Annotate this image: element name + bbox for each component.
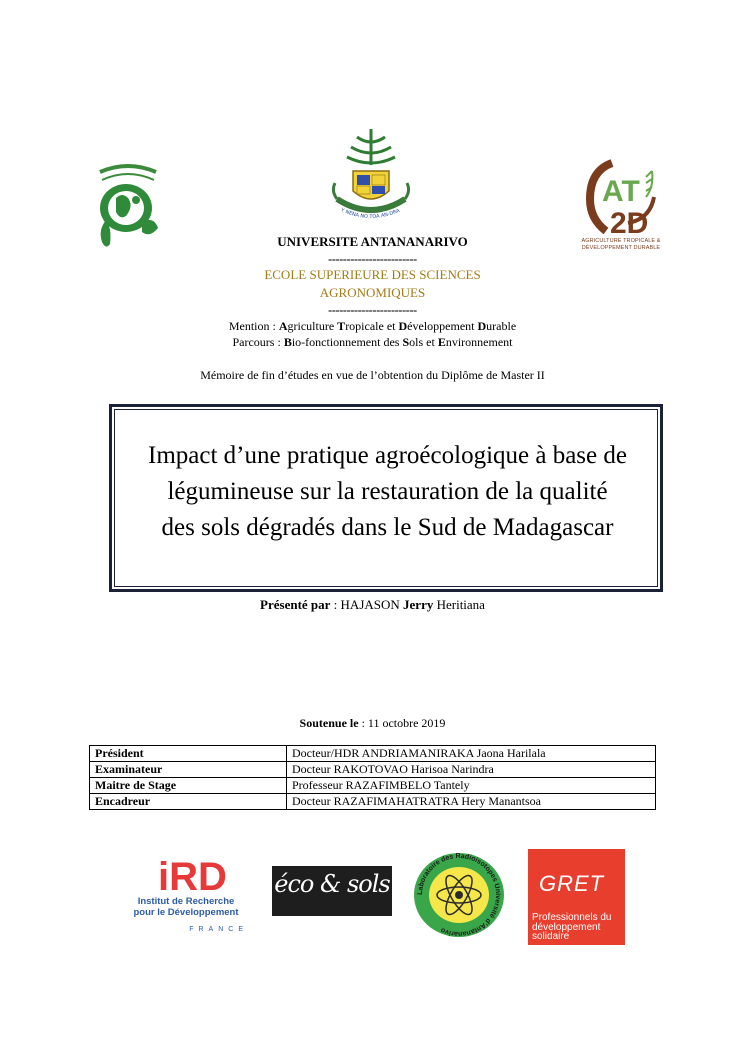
at-mark-digit: 2D (610, 207, 649, 240)
thesis-title-line3: des sols dégradés dans le Sud de Madagascar (161, 514, 614, 541)
author-label: Présenté par (260, 597, 331, 612)
laboratoire-radioisotopes-logo (412, 852, 507, 938)
parcours-line (130, 335, 615, 350)
jury-name: Docteur RAKOTOVAO Harisoa Narindra (287, 762, 656, 778)
jury-name: Docteur/HDR ANDRIAMANIRAKA Jaona Harilala (287, 746, 656, 762)
school-initial-d: D (391, 267, 401, 282)
thesis-title-line2: légumineuse sur la restauration de la qualité (167, 478, 608, 505)
school-part: GRONOMIQUES (329, 285, 426, 300)
mention-part: éveloppement (407, 319, 478, 333)
university-coat-of-arms-logo (327, 125, 415, 227)
parcours-initial: B (283, 335, 292, 349)
gret-wordmark: GRET (539, 871, 605, 896)
at2d-caption-line1: AGRICULTURE TROPICALE & (581, 238, 661, 244)
parcours-part: ols et (409, 335, 438, 349)
parcours-part: io-fonctionnement des (291, 335, 403, 349)
jury-role: Président (90, 746, 287, 762)
ird-country: FRANCE (189, 926, 248, 933)
mention-part: griculture (287, 319, 338, 333)
school-initial-s2: S (419, 267, 427, 282)
thesis-title (115, 438, 660, 546)
jury-role: Maitre de Stage (90, 778, 287, 794)
jury-table (89, 745, 656, 810)
school-initial-a: A (319, 285, 330, 300)
author-middle-name: Heritiana (433, 597, 485, 612)
mention-line (130, 319, 615, 334)
table-row (90, 746, 656, 762)
mention-initial: D (398, 319, 408, 333)
parcours-label: Parcours : (232, 335, 284, 349)
parcours-initial: E (437, 335, 446, 349)
parcours-initial: S (402, 335, 410, 349)
school-part: ES (400, 267, 420, 282)
mention-part: urable (486, 319, 517, 333)
ird-name (124, 896, 248, 918)
table-row (90, 778, 656, 794)
school-part: COLE (272, 267, 310, 282)
defense-date: : 11 octobre 2019 (358, 716, 446, 730)
green-map-seal-logo (92, 158, 164, 250)
thesis-title-line1: Impact d’une pratique agroécologique à base de (148, 442, 627, 469)
school-part: CIENCES (426, 267, 481, 282)
university-motto: Y NENA NO TOA AN-DRA (340, 207, 401, 221)
divider-2: ------------------------ (328, 303, 417, 317)
ird-name-line1: Institut de Recherche (137, 896, 235, 907)
divider-1: ------------------------ (328, 252, 417, 266)
memoire-statement: Mémoire de fin d’études en vue de l’obtention du Diplôme de Master II (200, 368, 545, 382)
school-initial-s: S (309, 267, 317, 282)
ird-name-line2: pour le Développement (133, 907, 239, 918)
gret-tagline-line1: Professionnels du (532, 912, 612, 923)
defense-date-line (180, 716, 565, 731)
at2d-caption (565, 238, 677, 252)
gret-tagline (532, 913, 624, 942)
school-name-line1 (180, 267, 565, 283)
at2d-caption-line2: DÉVELOPPEMENT DURABLE (581, 245, 661, 251)
at-mark: AT (602, 175, 640, 208)
mention-label: Mention : (228, 319, 279, 333)
table-row (90, 762, 656, 778)
table-row (90, 794, 656, 810)
gret-tagline-line2: développement (532, 921, 601, 933)
school-name-line2 (180, 285, 565, 301)
author-last-name: HAJASON (340, 597, 404, 612)
university-name: UNIVERSITE ANTANANARIVO (277, 234, 468, 249)
mention-initial: T (337, 319, 346, 333)
jury-name: Professeur RAZAFIMBELO Tantely (287, 778, 656, 794)
jury-role: Encadreur (90, 794, 287, 810)
parcours-part: nvironnement (445, 335, 513, 349)
jury-role: Examinateur (90, 762, 287, 778)
author-line (150, 597, 595, 613)
ecosols-wordmark: éco & sols (274, 870, 390, 898)
school-initial-e: E (264, 267, 273, 282)
author-first-name: Jerry (403, 597, 434, 612)
mention-part: ropicale et (345, 319, 399, 333)
gret-tagline-line3: solidaire (532, 931, 570, 942)
mention-initial: D (477, 319, 487, 333)
school-part: UPERIEURE (316, 267, 392, 282)
author-sep: : (330, 597, 341, 612)
jury-name: Docteur RAZAFIMAHATRATRA Hery Manantsoa (287, 794, 656, 810)
labo-ring-text: Laboratoire des Radioisotopes Université d’Antananarivo (416, 852, 502, 938)
ird-wordmark: iRD (158, 855, 227, 899)
defense-label: Soutenue le (299, 716, 359, 730)
mention-initial: A (278, 319, 288, 333)
